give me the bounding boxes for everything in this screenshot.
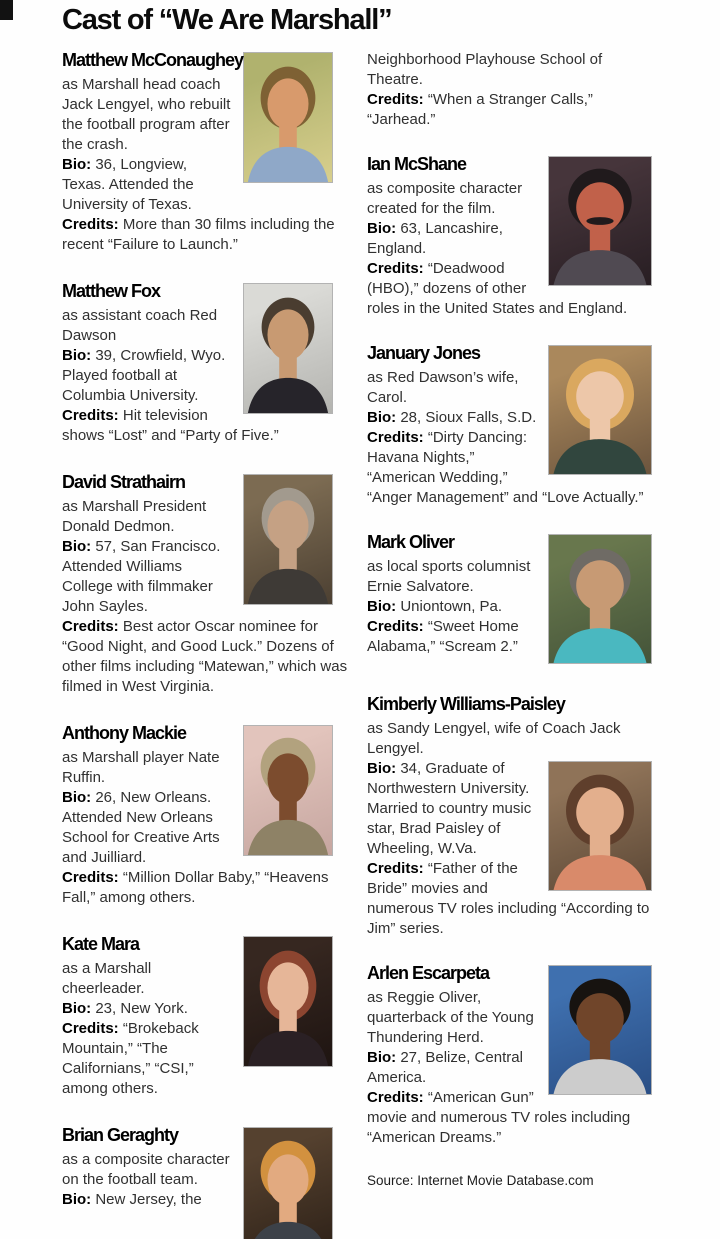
face-placeholder <box>244 937 332 1066</box>
bio-label: Bio: <box>62 538 92 555</box>
bio-text: 26, New Orleans. Attended New Orleans School for Creative Arts and Juilliard. <box>62 789 220 866</box>
cast-entry-geraghty-continuation <box>367 50 658 130</box>
cast-entry-kate-mara <box>62 934 353 1099</box>
credits-label: Credits: <box>367 860 424 877</box>
credits-text: “Sweet Home Alabama,” “Scream 2.” <box>367 618 519 655</box>
cast-entry-matthew-mcconaughey <box>62 50 353 255</box>
face-placeholder <box>549 762 651 890</box>
continuation-text: Neighborhood Playhouse School of Theatre. <box>367 51 603 88</box>
cast-name: Matthew Fox <box>62 281 161 301</box>
credits-text: “Dirty Dancing: Havana Nights,” “American Wedding,” “Anger Management” and “Love Actually.” <box>367 429 644 506</box>
credits-line <box>62 868 353 908</box>
credits-text: Best actor Oscar nominee for “Good Night, and Good Luck.” Dozens of other films including “Matewan,” which was filmed in West Virginia. <box>62 618 348 695</box>
credits-text: “Deadwood (HBO),” dozens of other roles in the United States and England. <box>367 260 628 317</box>
cast-entry-brian-geraghty <box>62 1125 353 1239</box>
cast-entry-arlen-escarpeta <box>367 963 658 1148</box>
face-placeholder <box>244 284 332 413</box>
cast-photo <box>548 965 652 1095</box>
credits-line <box>367 1088 658 1148</box>
bio-text: 23, New York. <box>95 1000 188 1017</box>
face-placeholder <box>549 535 651 663</box>
bio-text: 63, Lancashire, England. <box>367 220 503 257</box>
cast-entry-ian-mcshane <box>367 154 658 319</box>
cast-photo <box>548 156 652 286</box>
credits-label: Credits: <box>367 1089 424 1106</box>
credits-text: “Million Dollar Baby,” “Heavens Fall,” among others. <box>62 869 329 906</box>
bio-text: 36, Longview, Texas. Attended the University of Texas. <box>62 156 194 213</box>
page-title: Cast of “We Are Marshall” <box>62 4 392 36</box>
role-text: as local sports columnist Ernie Salvatore. <box>367 558 531 595</box>
role-text: as Red Dawson’s wife, Carol. <box>367 369 519 406</box>
credits-label: Credits: <box>367 429 424 446</box>
cast-photo <box>243 52 333 183</box>
cast-photo <box>243 474 333 605</box>
cast-name: Matthew McConaughey <box>62 50 244 70</box>
credits-line <box>62 215 353 255</box>
cast-name: Kimberly Williams-Paisley <box>367 694 565 714</box>
two-column-layout <box>62 50 659 1239</box>
role-text: as Marshall President Donald Dedmon. <box>62 498 207 535</box>
bio-label: Bio: <box>367 760 397 777</box>
credits-text: “Brokeback Mountain,” “The Californians,” “CSI,” among others. <box>62 1020 199 1097</box>
source-line: Source: Internet Movie Database.com <box>367 1173 594 1188</box>
credits-label: Credits: <box>367 618 424 635</box>
credits-line <box>62 617 353 697</box>
credits-label: Credits: <box>367 91 424 108</box>
role-text: as assistant coach Red Dawson <box>62 307 218 344</box>
bio-label: Bio: <box>367 409 397 426</box>
role-text: as Marshall player Nate Ruffin. <box>62 749 220 786</box>
cast-photo <box>548 761 652 891</box>
cast-name: Kate Mara <box>62 934 140 954</box>
cast-photo <box>548 345 652 475</box>
cast-entry-david-strathairn <box>62 472 353 697</box>
bio-label: Bio: <box>62 1000 92 1017</box>
face-placeholder <box>244 726 332 855</box>
cast-photo <box>243 1127 333 1239</box>
cast-name: Arlen Escarpeta <box>367 963 490 983</box>
credits-text: “When a Stranger Calls,” “Jarhead.” <box>367 91 593 128</box>
cast-name: David Strathairn <box>62 472 186 492</box>
cast-entry-january-jones <box>367 343 658 508</box>
cast-name: Ian McShane <box>367 154 467 174</box>
column-right <box>367 50 658 1189</box>
role-text: as a composite character on the football team. <box>62 1151 230 1188</box>
credits-text: More than 30 films including the recent “Failure to Launch.” <box>62 216 335 253</box>
credits-line <box>367 90 658 130</box>
face-placeholder <box>244 1128 332 1239</box>
role-text: as Reggie Oliver, quarterback of the Young Thundering Herd. <box>367 989 534 1046</box>
column-left <box>62 50 353 1239</box>
cast-name: January Jones <box>367 343 481 363</box>
role-text: as Marshall head coach Jack Lengyel, who rebuilt the football program after the crash. <box>62 76 231 153</box>
bio-text: 57, San Francisco. Attended Williams College with filmmaker John Sayles. <box>62 538 221 615</box>
cast-photo <box>548 534 652 664</box>
face-placeholder <box>244 53 332 182</box>
bio-label: Bio: <box>62 1191 92 1208</box>
cast-entry-kimberly-williams-paisley <box>367 694 658 939</box>
bio-text: Uniontown, Pa. <box>400 598 503 615</box>
bio-text: 39, Crowfield, Wyo. Played football at Columbia University. <box>62 347 226 404</box>
face-placeholder <box>244 475 332 604</box>
bio-text: 34, Graduate of Northwestern University. Married to country music star, Brad Paisley of Wheeling, W.Va. <box>367 760 532 857</box>
bio-text: 27, Belize, Central America. <box>367 1049 523 1086</box>
cast-entry-matthew-fox <box>62 281 353 446</box>
role-text: as a Marshall cheerleader. <box>62 960 152 997</box>
cast-name: Anthony Mackie <box>62 723 187 743</box>
cast-photo <box>243 725 333 856</box>
credits-label: Credits: <box>62 869 119 886</box>
face-placeholder <box>549 157 651 285</box>
bio-label: Bio: <box>62 347 92 364</box>
face-placeholder <box>549 966 651 1094</box>
cast-name: Brian Geraghty <box>62 1125 179 1145</box>
bio-text: New Jersey, the <box>95 1191 202 1208</box>
scan-corner-artifact <box>0 0 13 20</box>
bio-text: 28, Sioux Falls, S.D. <box>400 409 537 426</box>
credits-label: Credits: <box>62 618 119 635</box>
bio-label: Bio: <box>62 789 92 806</box>
cast-photo <box>243 283 333 414</box>
credits-label: Credits: <box>367 260 424 277</box>
role-text: as Sandy Lengyel, wife of Coach Jack Lengyel. <box>367 720 621 757</box>
cast-entry-mark-oliver <box>367 532 658 670</box>
article-body <box>62 4 659 1239</box>
credits-label: Credits: <box>62 407 119 424</box>
cast-entry-anthony-mackie <box>62 723 353 908</box>
cast-name: Mark Oliver <box>367 532 455 552</box>
cast-photo <box>243 936 333 1067</box>
credits-text: Hit television shows “Lost” and “Party of Five.” <box>62 407 279 444</box>
face-placeholder <box>549 346 651 474</box>
role-text: as composite character created for the film. <box>367 180 523 217</box>
credits-text: “American Gun” movie and numerous TV roles including “American Dreams.” <box>367 1089 631 1146</box>
bio-label: Bio: <box>367 1049 397 1066</box>
credits-label: Credits: <box>62 216 119 233</box>
bio-label: Bio: <box>367 220 397 237</box>
credits-label: Credits: <box>62 1020 119 1037</box>
bio-label: Bio: <box>62 156 92 173</box>
credits-text: “Father of the Bride” movies and numerous TV roles including “According to Jim” series. <box>367 860 650 937</box>
bio-label: Bio: <box>367 598 397 615</box>
